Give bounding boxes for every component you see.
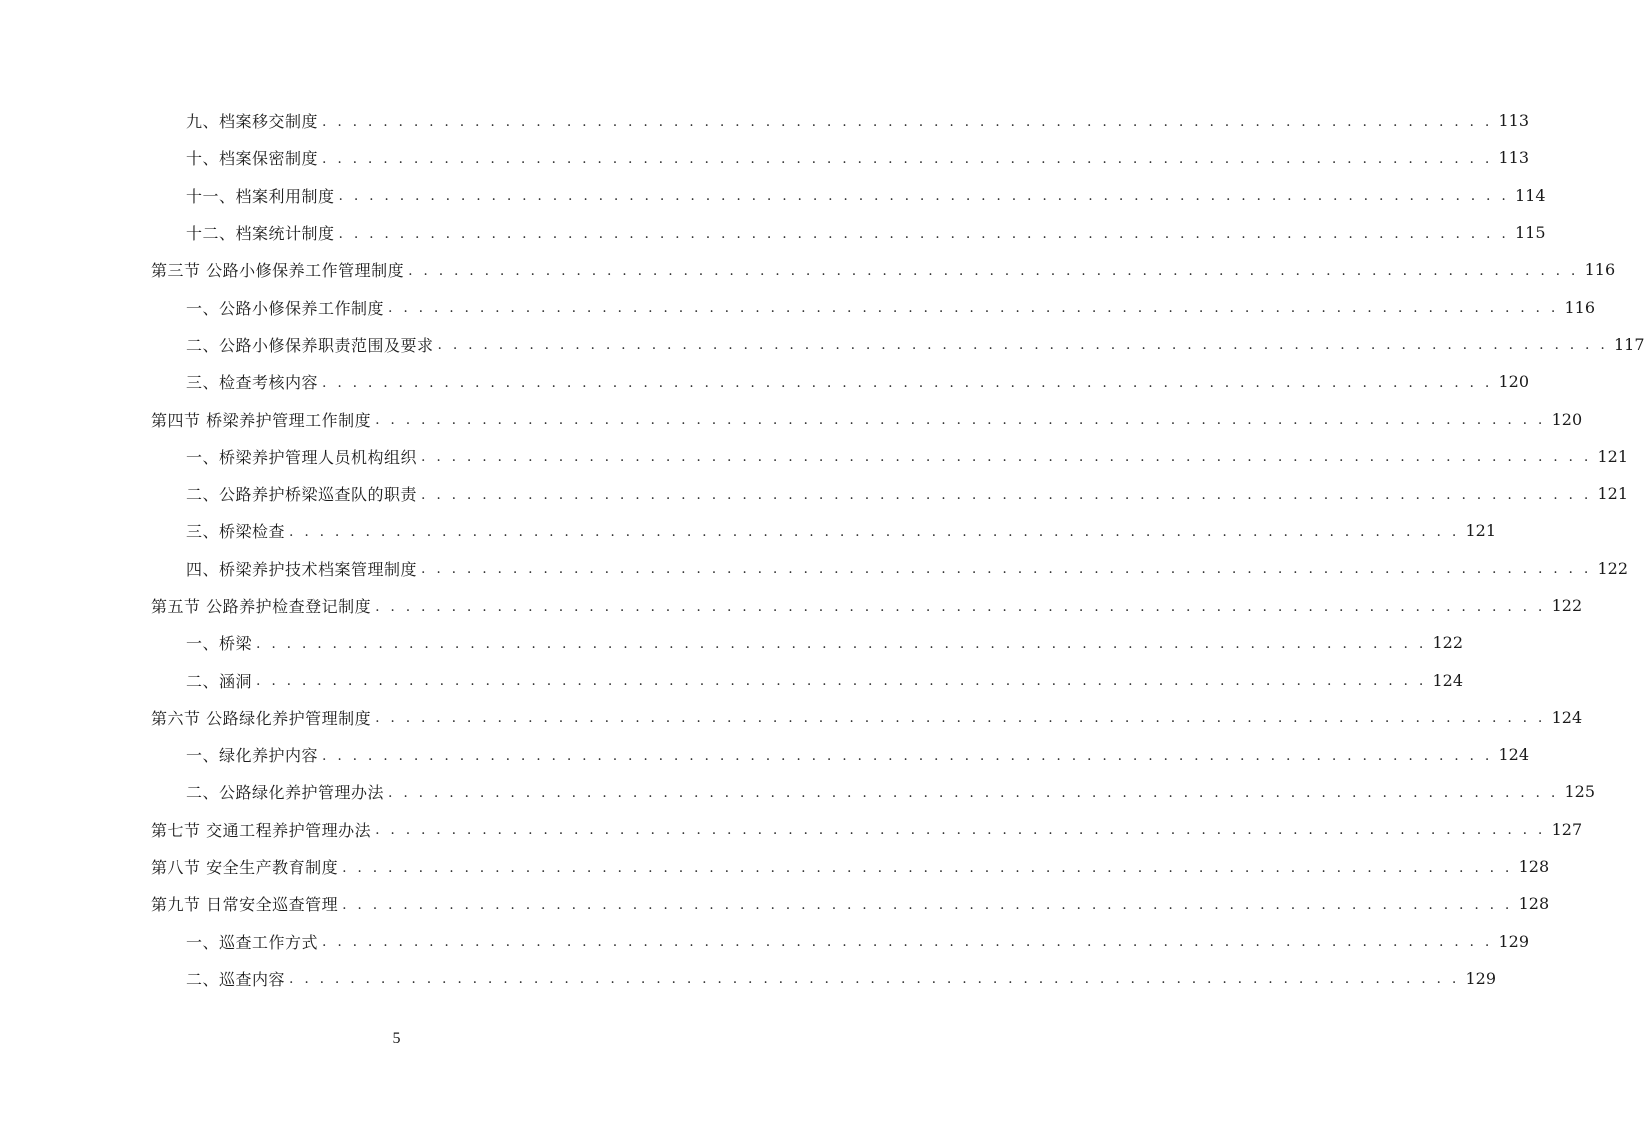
toc-entry-page: 122 — [1597, 558, 1629, 578]
toc-entry-page: 115 — [1515, 223, 1546, 243]
toc-section-entry[interactable] — [0, 587, 1583, 624]
toc-subsection-entry[interactable] — [0, 177, 1546, 214]
toc-entry-page: 124 — [1432, 670, 1464, 690]
toc-subsection-entry[interactable] — [0, 326, 1645, 363]
toc-dot-leader: . . . . . . . . . . . . . . . . . . . . . . . . . . . . . . . . . . . . . . . . . . . . . . . . . . . . . . . . . . . . . . . . . . . . . . . . . . . . . — [375, 412, 1546, 429]
toc-entry-page: 127 — [1551, 819, 1583, 839]
toc-entry-title: 一、公路小修保养工作制度 — [186, 298, 385, 318]
toc-entry-page: 120 — [1551, 409, 1583, 429]
toc-entry-title: 十二、档案统计制度 — [186, 224, 335, 244]
toc-entry-title: 第七节 交通工程养护管理办法 — [151, 820, 372, 840]
toc-subsection-entry[interactable] — [0, 923, 1530, 960]
toc-entry-title: 三、检查考核内容 — [186, 373, 319, 393]
toc-subsection-entry[interactable] — [0, 773, 1596, 810]
toc-entry-page: 129 — [1465, 968, 1497, 988]
toc-entry-page: 120 — [1498, 372, 1530, 392]
page-number: 5 — [392, 1030, 401, 1047]
toc-entry-page: 124 — [1551, 707, 1583, 727]
toc-entry-title: 九、档案移交制度 — [186, 112, 319, 132]
toc-dot-leader: . . . . . . . . . . . . . . . . . . . . . . . . . . . . . . . . . . . . . . . . . . . . . . . . . . . . . . . . . . . . . . . . . . . . . . . . . . . . . — [342, 859, 1513, 876]
toc-subsection-entry[interactable] — [0, 960, 1497, 997]
toc-subsection-entry[interactable] — [0, 550, 1629, 587]
toc-dot-leader: . . . . . . . . . . . . . . . . . . . . . . . . . . . . . . . . . . . . . . . . . . . . . . . . . . . . . . . . . . . . . . . . . . . . . . . . . . . . . — [338, 225, 1509, 242]
toc-dot-leader: . . . . . . . . . . . . . . . . . . . . . . . . . . . . . . . . . . . . . . . . . . . . . . . . . . . . . . . . . . . . . . . . . . . . . . . . . . . . . — [256, 635, 1427, 652]
toc-dot-leader: . . . . . . . . . . . . . . . . . . . . . . . . . . . . . . . . . . . . . . . . . . . . . . . . . . . . . . . . . . . . . . . . . . . . . . . . . . . . . — [322, 374, 1493, 391]
toc-entry-page: 113 — [1498, 148, 1530, 168]
toc-section-entry[interactable] — [0, 699, 1583, 736]
toc-entry-page: 121 — [1465, 521, 1497, 541]
toc-subsection-entry[interactable] — [0, 438, 1629, 475]
toc-dot-leader: . . . . . . . . . . . . . . . . . . . . . . . . . . . . . . . . . . . . . . . . . . . . . . . . . . . . . . . . . . . . . . . . . . . . . . . . . . . . . — [408, 262, 1579, 279]
toc-entry-title: 四、桥梁养护技术档案管理制度 — [186, 559, 418, 579]
toc-subsection-entry[interactable] — [0, 624, 1464, 661]
toc-entry-title: 第三节 公路小修保养工作管理制度 — [151, 261, 405, 281]
toc-entry-page: 116 — [1584, 260, 1616, 280]
toc-entry-title: 二、巡查内容 — [186, 969, 286, 989]
toc-dot-leader: . . . . . . . . . . . . . . . . . . . . . . . . . . . . . . . . . . . . . . . . . . . . . . . . . . . . . . . . . . . . . . . . . . . . . . . . . . . . . — [375, 598, 1546, 615]
toc-entry-title: 二、公路绿化养护管理办法 — [186, 783, 385, 803]
toc-entry-title: 二、公路养护桥梁巡查队的职责 — [186, 485, 418, 505]
toc-entry-title: 第九节 日常安全巡查管理 — [151, 895, 339, 915]
toc-dot-leader: . . . . . . . . . . . . . . . . . . . . . . . . . . . . . . . . . . . . . . . . . . . . . . . . . . . . . . . . . . . . . . . . . . . . . . . . . . . . . — [322, 113, 1493, 130]
toc-entry-page: 122 — [1432, 633, 1464, 653]
toc-dot-leader: . . . . . . . . . . . . . . . . . . . . . . . . . . . . . . . . . . . . . . . . . . . . . . . . . . . . . . . . . . . . . . . . . . . . . . . . . . . . . — [421, 561, 1592, 578]
toc-entry-title: 第四节 桥梁养护管理工作制度 — [151, 410, 372, 430]
toc-section-entry[interactable] — [0, 251, 1616, 288]
toc-entry-title: 一、桥梁养护管理人员机构组织 — [186, 447, 418, 467]
toc-dot-leader: . . . . . . . . . . . . . . . . . . . . . . . . . . . . . . . . . . . . . . . . . . . . . . . . . . . . . . . . . . . . . . . . . . . . . . . . . . . . . — [322, 747, 1493, 764]
toc-dot-leader: . . . . . . . . . . . . . . . . . . . . . . . . . . . . . . . . . . . . . . . . . . . . . . . . . . . . . . . . . . . . . . . . . . . . . . . . . . . . . — [322, 150, 1493, 167]
toc-entry-page: 129 — [1498, 931, 1530, 951]
toc-dot-leader: . . . . . . . . . . . . . . . . . . . . . . . . . . . . . . . . . . . . . . . . . . . . . . . . . . . . . . . . . . . . . . . . . . . . . . . . . . . . . — [338, 188, 1509, 205]
toc-dot-leader: . . . . . . . . . . . . . . . . . . . . . . . . . . . . . . . . . . . . . . . . . . . . . . . . . . . . . . . . . . . . . . . . . . . . . . . . . . . . . — [289, 971, 1460, 988]
toc-subsection-entry[interactable] — [0, 139, 1530, 176]
toc-dot-leader: . . . . . . . . . . . . . . . . . . . . . . . . . . . . . . . . . . . . . . . . . . . . . . . . . . . . . . . . . . . . . . . . . . . . . . . . . . . . . — [421, 486, 1592, 503]
toc-dot-leader: . . . . . . . . . . . . . . . . . . . . . . . . . . . . . . . . . . . . . . . . . . . . . . . . . . . . . . . . . . . . . . . . . . . . . . . . . . . . . — [322, 934, 1493, 951]
toc-subsection-entry[interactable] — [0, 363, 1530, 400]
toc-entry-title: 三、桥梁检查 — [186, 522, 286, 542]
toc-entry-title: 十一、档案利用制度 — [186, 186, 335, 206]
toc-entry-page: 116 — [1564, 297, 1596, 317]
toc-subsection-entry[interactable] — [0, 288, 1596, 325]
toc-section-entry[interactable] — [0, 885, 1550, 922]
toc-entry-page: 128 — [1518, 894, 1550, 914]
toc-section-entry[interactable] — [0, 400, 1583, 437]
toc-section-entry[interactable] — [0, 811, 1583, 848]
toc-dot-leader: . . . . . . . . . . . . . . . . . . . . . . . . . . . . . . . . . . . . . . . . . . . . . . . . . . . . . . . . . . . . . . . . . . . . . . . . . . . . . — [375, 822, 1546, 839]
toc-entry-title: 十、档案保密制度 — [186, 149, 319, 169]
table-of-contents — [0, 102, 1645, 997]
toc-entry-page: 114 — [1515, 185, 1546, 205]
toc-entry-page: 121 — [1597, 484, 1629, 504]
toc-dot-leader: . . . . . . . . . . . . . . . . . . . . . . . . . . . . . . . . . . . . . . . . . . . . . . . . . . . . . . . . . . . . . . . . . . . . . . . . . . . . . — [375, 710, 1546, 727]
toc-entry-title: 第六节 公路绿化养护管理制度 — [151, 708, 372, 728]
toc-entry-page: 113 — [1498, 111, 1530, 131]
toc-entry-title: 二、公路小修保养职责范围及要求 — [186, 335, 434, 355]
toc-entry-page: 122 — [1551, 596, 1583, 615]
toc-subsection-entry[interactable] — [0, 736, 1530, 773]
toc-entry-title: 二、涵洞 — [186, 671, 253, 691]
toc-subsection-entry[interactable] — [0, 102, 1530, 139]
toc-dot-leader: . . . . . . . . . . . . . . . . . . . . . . . . . . . . . . . . . . . . . . . . . . . . . . . . . . . . . . . . . . . . . . . . . . . . . . . . . . . . . — [421, 449, 1592, 466]
toc-entry-page: 117 — [1614, 334, 1645, 354]
toc-entry-page: 125 — [1564, 782, 1596, 802]
toc-subsection-entry[interactable] — [0, 512, 1497, 549]
toc-dot-leader: . . . . . . . . . . . . . . . . . . . . . . . . . . . . . . . . . . . . . . . . . . . . . . . . . . . . . . . . . . . . . . . . . . . . . . . . . . . . . — [342, 896, 1513, 913]
toc-dot-leader: . . . . . . . . . . . . . . . . . . . . . . . . . . . . . . . . . . . . . . . . . . . . . . . . . . . . . . . . . . . . . . . . . . . . . . . . . . . . . — [388, 300, 1559, 317]
toc-entry-page: 128 — [1518, 857, 1550, 877]
toc-entry-page: 124 — [1498, 745, 1530, 765]
toc-subsection-entry[interactable] — [0, 214, 1546, 251]
toc-subsection-entry[interactable] — [0, 661, 1464, 698]
toc-entry-title: 第八节 安全生产教育制度 — [151, 858, 339, 878]
toc-entry-title: 一、绿化养护内容 — [186, 746, 319, 766]
toc-entry-title: 一、巡查工作方式 — [186, 932, 319, 952]
toc-dot-leader: . . . . . . . . . . . . . . . . . . . . . . . . . . . . . . . . . . . . . . . . . . . . . . . . . . . . . . . . . . . . . . . . . . . . . . . . . . . . . — [437, 337, 1608, 354]
toc-dot-leader: . . . . . . . . . . . . . . . . . . . . . . . . . . . . . . . . . . . . . . . . . . . . . . . . . . . . . . . . . . . . . . . . . . . . . . . . . . . . . — [388, 784, 1559, 801]
toc-section-entry[interactable] — [0, 848, 1550, 885]
toc-dot-leader: . . . . . . . . . . . . . . . . . . . . . . . . . . . . . . . . . . . . . . . . . . . . . . . . . . . . . . . . . . . . . . . . . . . . . . . . . . . . . — [289, 523, 1460, 540]
toc-entry-page: 121 — [1597, 446, 1629, 466]
toc-entry-title: 第五节 公路养护检查登记制度 — [151, 597, 372, 616]
toc-subsection-entry[interactable] — [0, 475, 1629, 512]
toc-dot-leader: . . . . . . . . . . . . . . . . . . . . . . . . . . . . . . . . . . . . . . . . . . . . . . . . . . . . . . . . . . . . . . . . . . . . . . . . . . . . . — [256, 673, 1427, 690]
toc-entry-title: 一、桥梁 — [186, 634, 253, 654]
